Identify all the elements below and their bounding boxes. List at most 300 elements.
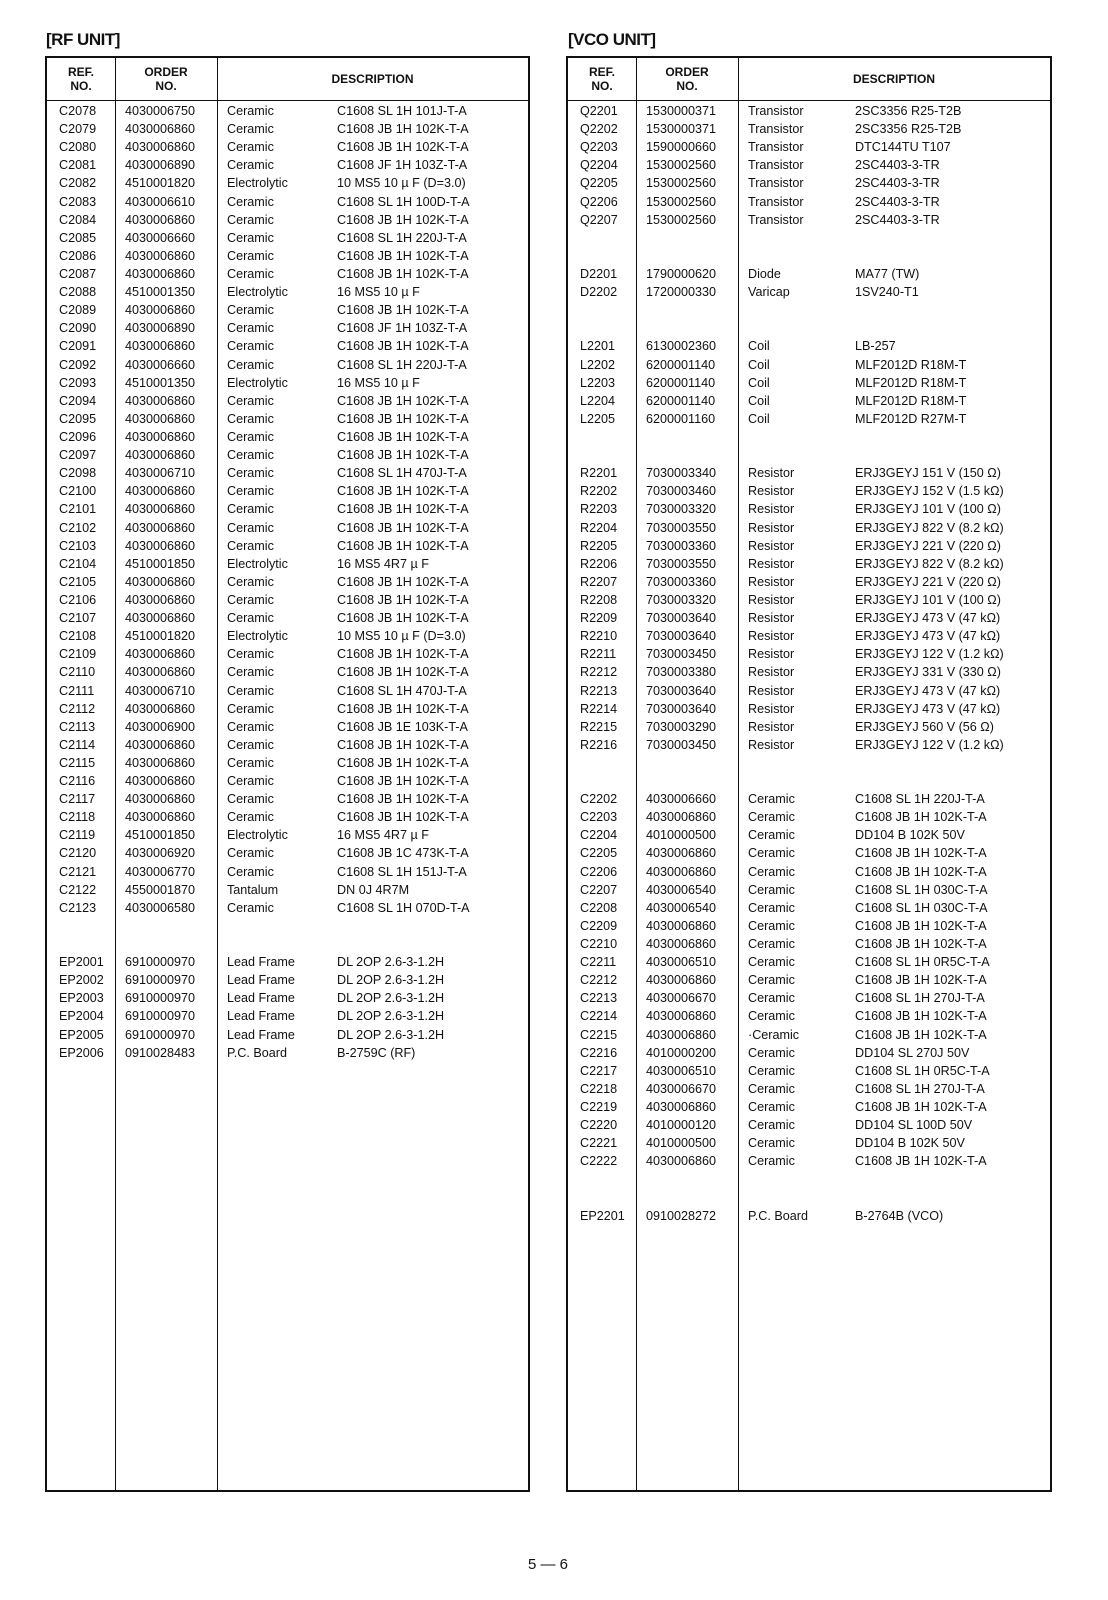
table-row	[568, 663, 1050, 681]
table-row	[47, 863, 528, 881]
part-spec-cell: C1608 SL 1H 100D-T-A	[337, 194, 470, 209]
part-spec-cell: DD104 B 102K 50V	[855, 1136, 965, 1151]
table-row	[47, 1007, 528, 1025]
ref-no-cell: C2206	[580, 864, 618, 879]
part-type-cell: Electrolytic	[227, 375, 288, 390]
order-no-cell: 4030006860	[125, 701, 196, 716]
table-row	[47, 374, 528, 392]
part-type-cell: P.C. Board	[748, 1208, 808, 1223]
ref-no-cell: C2113	[59, 719, 96, 734]
part-spec-cell: C1608 SL 1H 0R5C-T-A	[855, 955, 990, 970]
order-no-cell: 4030006860	[646, 810, 717, 825]
order-no-cell: 6910000970	[125, 1009, 196, 1024]
ref-no-cell: C2220	[580, 1118, 618, 1133]
part-type-cell: Ceramic	[748, 882, 795, 897]
order-no-cell: 1530002560	[646, 194, 717, 209]
order-no-cell: 4030006860	[125, 266, 196, 281]
order-no-cell: 7030003550	[646, 520, 717, 535]
part-type-cell: Lead Frame	[227, 955, 295, 970]
ref-no-cell: C2109	[59, 647, 97, 662]
order-no-cell: 4030006860	[125, 502, 196, 517]
part-type-cell: Resistor	[748, 629, 795, 644]
part-type-cell: Resistor	[748, 737, 795, 752]
order-no-cell: 4030006860	[125, 538, 196, 553]
table-row	[47, 138, 528, 156]
table-row	[47, 537, 528, 555]
ref-no-cell: L2202	[580, 357, 616, 372]
part-type-cell: Ceramic	[748, 810, 795, 825]
table-row	[568, 265, 1050, 283]
part-type-cell: Electrolytic	[227, 176, 288, 191]
ref-no-cell: C2087	[59, 266, 97, 281]
ref-no-cell: C2104	[59, 556, 97, 571]
order-no-cell: 6910000970	[125, 955, 196, 970]
part-type-cell: Resistor	[748, 647, 795, 662]
part-type-cell: Ceramic	[227, 411, 274, 426]
order-no-cell: 4010000500	[646, 1136, 717, 1151]
ref-no-cell: C2102	[59, 520, 97, 535]
table-row	[47, 772, 528, 790]
order-no-cell: 4030006540	[646, 900, 717, 915]
ref-no-cell: R2205	[580, 538, 618, 553]
ref-no-header: REF. NO.	[67, 65, 94, 93]
part-type-cell: Ceramic	[748, 1045, 795, 1060]
part-type-cell: Resistor	[748, 683, 795, 698]
table-row	[568, 989, 1050, 1007]
order-no-cell: 4030006860	[125, 393, 196, 408]
part-type-cell: Electrolytic	[227, 629, 288, 644]
table-row	[47, 826, 528, 844]
part-type-cell: Transistor	[748, 158, 804, 173]
part-spec-cell: C1608 SL 1H 101J-T-A	[337, 104, 467, 118]
description-header: DESCRIPTION	[852, 72, 935, 86]
ref-no-cell: C2114	[59, 737, 96, 752]
part-type-cell: Transistor	[748, 212, 804, 227]
part-spec-cell: C1608 JB 1H 102K-T-A	[337, 520, 469, 535]
ref-no-cell: C2092	[59, 357, 97, 372]
part-spec-cell: C1608 JB 1H 102K-T-A	[337, 574, 469, 589]
part-spec-cell: C1608 JB 1H 102K-T-A	[855, 937, 987, 952]
part-spec-cell: C1608 JB 1H 102K-T-A	[337, 792, 469, 807]
ref-no-cell: C2095	[59, 411, 97, 426]
part-spec-cell: C1608 JB 1H 102K-T-A	[855, 1027, 987, 1042]
part-spec-cell: 16 MS5 4R7 µ F	[337, 556, 429, 571]
ref-no-cell: C2089	[59, 303, 97, 318]
part-spec-cell: 2SC3356 R25-T2B	[855, 104, 962, 118]
table-row	[568, 736, 1050, 754]
order-no-cell: 7030003340	[646, 466, 717, 481]
order-no-cell: 4030006860	[125, 665, 196, 680]
part-type-cell: Varicap	[748, 285, 790, 300]
part-spec-cell: DD104 SL 270J 50V	[855, 1045, 970, 1060]
ref-no-cell: C2120	[59, 846, 97, 861]
table-row	[47, 410, 528, 428]
table-row	[568, 1026, 1050, 1044]
ref-no-cell: C2108	[59, 629, 97, 644]
vco-unit-title: [VCO UNIT]	[568, 30, 656, 49]
part-spec-cell: 10 MS5 10 µ F (D=3.0)	[337, 629, 466, 644]
part-spec-cell: ERJ3GEYJ 101 V (100 Ω)	[855, 592, 1001, 607]
part-type-cell: Electrolytic	[227, 285, 288, 300]
part-spec-cell: C1608 JB 1H 102K-T-A	[855, 973, 987, 988]
table-row	[568, 500, 1050, 518]
part-spec-cell: C1608 JB 1E 103K-T-A	[337, 719, 468, 734]
order-no-cell: 0910028272	[646, 1208, 717, 1223]
table-row	[568, 319, 1050, 337]
part-spec-cell: DD104 SL 100D 50V	[855, 1118, 973, 1133]
order-no-cell: 4030006860	[125, 592, 196, 607]
order-no-cell: 4030006770	[125, 864, 196, 879]
part-spec-cell: ERJ3GEYJ 221 V (220 Ω)	[855, 574, 1001, 589]
part-spec-cell: DN 0J 4R7M	[337, 882, 410, 897]
order-no-cell: 4030006860	[125, 448, 196, 463]
table-row	[568, 102, 1050, 120]
ref-no-cell: C2106	[59, 592, 97, 607]
part-type-cell: Diode	[748, 266, 781, 281]
ref-no-cell: C2093	[59, 375, 97, 390]
ref-no-cell: C2100	[59, 484, 97, 499]
order-no-header: ORDER NO.	[665, 65, 709, 93]
ref-no-cell: C2116	[59, 774, 96, 789]
ref-no-cell: C2221	[580, 1136, 618, 1151]
description-header: DESCRIPTION	[331, 72, 414, 86]
order-no-cell: 7030003450	[646, 737, 717, 752]
part-spec-cell: ERJ3GEYJ 101 V (100 Ω)	[855, 502, 1001, 517]
part-spec-cell: 16 MS5 10 µ F	[337, 285, 420, 300]
part-type-cell: Resistor	[748, 701, 795, 716]
order-no-cell: 4510001850	[125, 828, 196, 843]
order-no-cell: 4030006660	[125, 357, 196, 372]
table-row	[568, 591, 1050, 609]
order-no-cell: 4030006750	[125, 104, 196, 118]
ref-no-cell: C2202	[580, 792, 618, 807]
part-spec-cell: 2SC4403-3-TR	[855, 194, 940, 209]
table-row	[568, 808, 1050, 826]
part-spec-cell: C1608 SL 1H 030C-T-A	[855, 882, 988, 897]
ref-no-cell: C2097	[59, 448, 97, 463]
order-no-cell: 4030006860	[125, 792, 196, 807]
table-row	[568, 772, 1050, 790]
ref-no-cell: C2090	[59, 321, 97, 336]
order-no-cell: 4030006860	[125, 755, 196, 770]
table-row	[568, 428, 1050, 446]
part-type-cell: Resistor	[748, 611, 795, 626]
ref-no-cell: C2085	[59, 230, 97, 245]
part-type-cell: Electrolytic	[227, 828, 288, 843]
table-row	[568, 718, 1050, 736]
part-spec-cell: C1608 JB 1H 102K-T-A	[337, 502, 469, 517]
ref-no-cell: Q2205	[580, 176, 618, 191]
part-spec-cell: C1608 JB 1H 102K-T-A	[855, 1154, 987, 1169]
order-no-cell: 7030003460	[646, 484, 717, 499]
table-row	[47, 718, 528, 736]
part-type-cell: Resistor	[748, 538, 795, 553]
table-row	[568, 1189, 1050, 1207]
part-spec-cell: C1608 JB 1H 102K-T-A	[337, 665, 469, 680]
part-spec-cell: C1608 JB 1H 102K-T-A	[337, 701, 469, 716]
table-row	[47, 917, 528, 935]
order-no-cell: 6200001140	[646, 357, 716, 372]
part-spec-cell: C1608 JB 1H 102K-T-A	[337, 755, 469, 770]
order-no-cell: 4030006860	[125, 303, 196, 318]
ref-no-cell: C2094	[59, 393, 97, 408]
table-row	[47, 627, 528, 645]
table-row	[568, 1062, 1050, 1080]
ref-no-cell: C2118	[59, 810, 96, 825]
ref-no-cell: D2201	[580, 266, 618, 281]
part-spec-cell: C1608 JB 1H 102K-T-A	[855, 1100, 987, 1115]
table-row	[568, 1152, 1050, 1170]
part-spec-cell: C1608 JB 1H 102K-T-A	[337, 393, 469, 408]
order-no-cell: 4010000120	[646, 1118, 717, 1133]
ref-no-cell: C2222	[580, 1154, 618, 1169]
part-spec-cell: ERJ3GEYJ 122 V (1.2 kΩ)	[855, 647, 1004, 662]
part-spec-cell: C1608 JB 1H 102K-T-A	[337, 339, 469, 354]
ref-no-cell: EP2001	[59, 955, 104, 970]
table-row	[568, 519, 1050, 537]
part-type-cell: Lead Frame	[227, 973, 295, 988]
order-no-cell: 4030006860	[125, 574, 196, 589]
order-no-cell: 7030003290	[646, 719, 717, 734]
order-no-cell: 4510001350	[125, 375, 196, 390]
table-row	[568, 899, 1050, 917]
ref-no-cell: C2091	[59, 339, 97, 354]
table-row	[568, 410, 1050, 428]
order-no-cell: 7030003550	[646, 556, 717, 571]
order-no-cell: 4030006860	[125, 212, 196, 227]
table-row	[47, 120, 528, 138]
table-row	[47, 428, 528, 446]
part-spec-cell: ERJ3GEYJ 331 V (330 Ω)	[855, 665, 1001, 680]
part-type-cell: Ceramic	[227, 230, 274, 245]
part-type-cell: Ceramic	[227, 122, 274, 137]
ref-no-cell: C2207	[580, 882, 618, 897]
order-no-cell: 7030003320	[646, 592, 717, 607]
table-row	[47, 971, 528, 989]
table-row	[47, 591, 528, 609]
table-row	[47, 989, 528, 1007]
order-no-cell: 4030006860	[125, 248, 196, 263]
order-no-header: ORDER NO.	[144, 65, 188, 93]
part-type-cell: Ceramic	[227, 737, 274, 752]
table-row	[47, 500, 528, 518]
ref-no-cell: R2215	[580, 719, 618, 734]
table-row	[568, 337, 1050, 355]
part-spec-cell: C1608 SL 1H 030C-T-A	[855, 900, 988, 915]
order-no-cell: 4010000500	[646, 828, 717, 843]
part-type-cell: Resistor	[748, 665, 795, 680]
ref-no-cell: C2105	[59, 574, 97, 589]
part-type-cell: Ceramic	[227, 701, 274, 716]
table-row	[47, 283, 528, 301]
part-type-cell: Ceramic	[227, 864, 274, 879]
ref-no-cell: C2213	[580, 991, 618, 1006]
ref-no-cell: R2203	[580, 502, 618, 517]
order-no-cell: 4030006610	[125, 194, 196, 209]
table-row	[568, 826, 1050, 844]
part-spec-cell: C1608 JB 1H 102K-T-A	[337, 592, 469, 607]
order-no-cell: 4550001870	[125, 882, 196, 897]
part-type-cell: Ceramic	[227, 429, 274, 444]
order-no-cell: 4030006710	[125, 683, 196, 698]
ref-no-cell: L2205	[580, 411, 616, 426]
table-row	[568, 573, 1050, 591]
order-no-cell: 4030006860	[646, 1154, 717, 1169]
part-type-cell: Ceramic	[227, 574, 274, 589]
part-type-cell: Ceramic	[748, 1118, 795, 1133]
part-type-cell: Ceramic	[227, 538, 274, 553]
table-row	[47, 609, 528, 627]
order-no-cell: 1530002560	[646, 212, 717, 227]
part-type-cell: P.C. Board	[227, 1045, 287, 1060]
table-row	[568, 537, 1050, 555]
table-header	[568, 58, 1050, 101]
part-type-cell: Ceramic	[227, 158, 274, 173]
table-row	[47, 844, 528, 862]
table-row	[47, 645, 528, 663]
part-spec-cell: C1608 SL 1H 0R5C-T-A	[855, 1063, 990, 1078]
table-row	[568, 881, 1050, 899]
part-type-cell: Ceramic	[227, 140, 274, 155]
order-no-cell: 7030003640	[646, 611, 717, 626]
part-spec-cell: C1608 SL 1H 270J-T-A	[855, 1081, 985, 1096]
ref-no-cell: Q2206	[580, 194, 618, 209]
ref-no-cell: R2212	[580, 665, 618, 680]
part-type-cell: Ceramic	[227, 303, 274, 318]
part-spec-cell: ERJ3GEYJ 221 V (220 Ω)	[855, 538, 1001, 553]
ref-no-cell: C2096	[59, 429, 97, 444]
table-row	[568, 971, 1050, 989]
part-spec-cell: C1608 JB 1H 102K-T-A	[855, 1009, 987, 1024]
order-no-cell: 7030003320	[646, 502, 717, 517]
ref-no-cell: C2119	[59, 828, 96, 843]
part-type-cell: Coil	[748, 339, 770, 354]
table-row	[568, 174, 1050, 192]
part-spec-cell: ERJ3GEYJ 473 V (47 kΩ)	[855, 611, 1001, 626]
part-spec-cell: C1608 SL 1H 220J-T-A	[855, 792, 985, 807]
part-type-cell: Ceramic	[227, 611, 274, 626]
ref-no-cell: C2121	[59, 864, 97, 879]
ref-no-cell: R2213	[580, 683, 618, 698]
table-row	[47, 573, 528, 591]
part-type-cell: Resistor	[748, 556, 795, 571]
table-row	[568, 1044, 1050, 1062]
part-type-cell: Ceramic	[227, 520, 274, 535]
table-row	[568, 700, 1050, 718]
table-row	[47, 229, 528, 247]
part-type-cell: Ceramic	[227, 484, 274, 499]
part-spec-cell: C1608 JB 1H 102K-T-A	[337, 303, 469, 318]
part-type-cell: Ceramic	[227, 393, 274, 408]
part-type-cell: Ceramic	[227, 846, 274, 861]
ref-no-cell: R2209	[580, 611, 618, 626]
part-spec-cell: ERJ3GEYJ 152 V (1.5 kΩ)	[855, 484, 1004, 499]
part-spec-cell: B-2764B (VCO)	[855, 1208, 944, 1223]
table-row	[47, 174, 528, 192]
part-type-cell: Coil	[748, 393, 770, 408]
table-row	[47, 1026, 528, 1044]
part-type-cell: Ceramic	[227, 357, 274, 372]
order-no-cell: 4030006510	[646, 955, 717, 970]
table-row	[568, 863, 1050, 881]
table-row	[568, 1207, 1050, 1225]
ref-no-cell: C2110	[59, 665, 96, 680]
table-row	[568, 211, 1050, 229]
ref-no-cell: R2207	[580, 574, 618, 589]
vco-rows	[568, 102, 1050, 1225]
table-row	[47, 265, 528, 283]
order-no-cell: 4030006860	[646, 1009, 717, 1024]
part-type-cell: Transistor	[748, 176, 804, 191]
ref-no-cell: C2080	[59, 140, 97, 155]
part-spec-cell: MLF2012D R18M-T	[855, 393, 967, 408]
part-type-cell: Ceramic	[748, 1136, 795, 1151]
part-spec-cell: C1608 SL 1H 270J-T-A	[855, 991, 985, 1006]
order-no-cell: 1530002560	[646, 158, 717, 173]
order-no-cell: 6200001140	[646, 393, 716, 408]
table-row	[47, 301, 528, 319]
table-row	[568, 1134, 1050, 1152]
order-no-cell: 4030006860	[646, 846, 717, 861]
order-no-cell: 4030006660	[646, 792, 717, 807]
part-type-cell: Resistor	[748, 592, 795, 607]
order-no-cell: 4030006860	[646, 918, 717, 933]
ref-no-cell: R2210	[580, 629, 618, 644]
part-spec-cell: C1608 JB 1H 102K-T-A	[337, 122, 469, 137]
ref-no-cell: C2203	[580, 810, 618, 825]
order-no-cell: 4030006860	[646, 1100, 717, 1115]
table-row	[568, 482, 1050, 500]
table-row	[568, 1080, 1050, 1098]
ref-no-cell: C2112	[59, 701, 96, 716]
order-no-cell: 6200001160	[646, 411, 716, 426]
order-no-cell: 4030006890	[125, 158, 196, 173]
table-row	[47, 156, 528, 174]
ref-no-cell: C2211	[580, 955, 617, 970]
ref-no-cell: EP2004	[59, 1009, 104, 1024]
part-type-cell: Ceramic	[227, 266, 274, 281]
part-type-cell: Tantalum	[227, 882, 279, 897]
table-row	[568, 374, 1050, 392]
part-spec-cell: DD104 B 102K 50V	[855, 828, 965, 843]
table-row	[568, 609, 1050, 627]
order-no-cell: 4030006860	[125, 737, 196, 752]
part-type-cell: Ceramic	[227, 792, 274, 807]
part-spec-cell: C1608 JB 1H 102K-T-A	[337, 737, 469, 752]
table-row	[568, 754, 1050, 772]
part-type-cell: Ceramic	[227, 212, 274, 227]
order-no-cell: 7030003360	[646, 574, 717, 589]
ref-no-cell: R2208	[580, 592, 618, 607]
part-spec-cell: 16 MS5 4R7 µ F	[337, 828, 429, 843]
part-spec-cell: ERJ3GEYJ 122 V (1.2 kΩ)	[855, 737, 1004, 752]
order-no-cell: 4030006660	[125, 230, 196, 245]
part-type-cell: Ceramic	[227, 104, 274, 118]
table-header	[47, 58, 528, 101]
order-no-cell: 4030006860	[646, 937, 717, 952]
ref-no-cell: R2214	[580, 701, 618, 716]
ref-no-cell: C2088	[59, 285, 97, 300]
order-no-cell: 7030003640	[646, 683, 717, 698]
part-type-cell: Resistor	[748, 520, 795, 535]
part-spec-cell: C1608 JF 1H 103Z-T-A	[337, 158, 468, 173]
order-no-cell: 7030003450	[646, 647, 717, 662]
part-spec-cell: C1608 JB 1H 102K-T-A	[337, 411, 469, 426]
table-row	[47, 356, 528, 374]
table-row	[568, 844, 1050, 862]
part-type-cell: Ceramic	[227, 755, 274, 770]
part-spec-cell: C1608 SL 1H 220J-T-A	[337, 357, 467, 372]
